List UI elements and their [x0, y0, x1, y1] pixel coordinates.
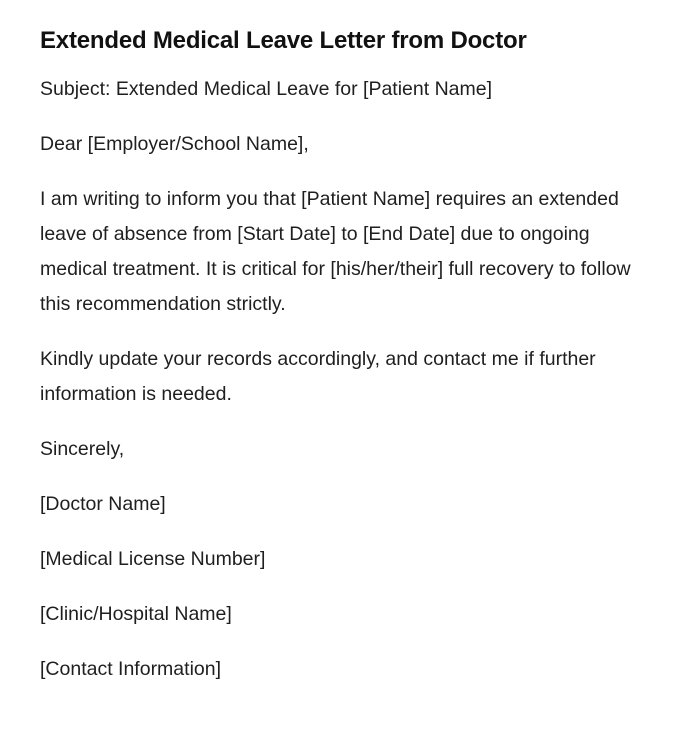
letter-closing: Sincerely, — [40, 438, 125, 460]
signature-clinic-name: [Clinic/Hospital Name] — [40, 603, 232, 625]
letter-subject: Subject: Extended Medical Leave for [Patient Name] — [40, 78, 493, 100]
signature-doctor-name: [Doctor Name] — [40, 493, 166, 515]
signature-license-number: [Medical License Number] — [40, 548, 266, 570]
letter-body-paragraph-1: I am writing to inform you that [Patient Name] requires an extended leave of absence from [Start Date] to [End Date] due to ongoing medical treatment. It is critical for [his/her/their] full recovery to follow this recommendation strictly. — [40, 188, 631, 315]
letter-document — [40, 22, 640, 687]
letter-body-paragraph-2: Kindly update your records accordingly, and contact me if further information is needed. — [40, 348, 596, 405]
letter-salutation: Dear [Employer/School Name], — [40, 133, 309, 155]
letter-title: Extended Medical Leave Letter from Doctor — [40, 27, 527, 54]
signature-contact-info: [Contact Information] — [40, 658, 222, 680]
